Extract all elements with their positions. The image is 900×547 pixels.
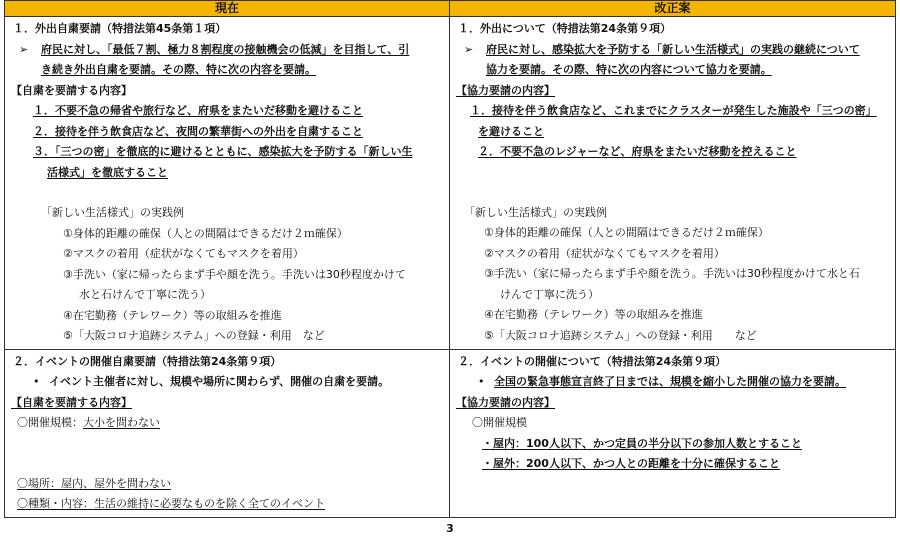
- section-1-current: [5, 17, 450, 350]
- bullet-text-cont: き続き外出自粛を要請。その際、特に次の内容を要請。: [41, 63, 316, 76]
- bullet-line: [11, 372, 443, 393]
- event-scale: 〇開催規模：大小を問わない: [17, 416, 160, 429]
- bullet-text: 府民に対し、感染拡大を予防する「新しい生活様式」の実践の継続について: [486, 42, 860, 56]
- request-item-1: １．不要不急の帰省や旅行など、府県をまたいだ移動を避けること: [33, 104, 363, 117]
- spacer: [456, 183, 889, 203]
- request-item-1-cont: を避けること: [478, 124, 544, 138]
- section-1-revised: [450, 17, 896, 350]
- example-title: 「新しい生活様式」の実践例: [41, 206, 184, 219]
- request-item-1: １．接待を伴う飲食店など、これまでにクラスターが発生した施設や「三つの密」: [470, 104, 877, 117]
- bullet-line: [11, 40, 443, 61]
- example-5: ⑤「大阪コロナ追跡システム」への登録・利用 など: [484, 328, 757, 342]
- example-3: ③手洗い（家に帰ったらまず手や顔を洗う。手洗いは30秒程度かけて水と石: [484, 267, 860, 280]
- bullet-line: [456, 372, 889, 393]
- header-current: 現在: [5, 1, 450, 17]
- spacer: [456, 163, 889, 183]
- section-title: ２．イベントの開催自粛要請（特措法第24条第９項）: [13, 354, 282, 368]
- arrow-bullet-icon: ➢: [19, 42, 29, 56]
- request-item-2: ２．不要不急のレジャーなど、府県をまたいだ移動を控えること: [478, 145, 797, 158]
- box-label: 【協力要請の内容】: [456, 395, 555, 409]
- example-3-cont: 水と石けんで丁寧に洗う）: [79, 288, 211, 301]
- page-number: 3: [446, 522, 454, 535]
- request-item-3: ３．「三つの密」を徹底的に避けるとともに、感染拡大を予防する「新しい生: [33, 145, 413, 158]
- box-label: 【自粛を要請する内容】: [11, 395, 132, 409]
- bullet-text-cont: 協力を要請。その際、特に次の内容について協力を要請。: [486, 63, 772, 76]
- example-3-cont: けんで丁寧に洗う）: [500, 287, 599, 301]
- event-outdoor: ・屋外：200人以下、かつ人との距離を十分に確保すること: [482, 457, 780, 470]
- spacer: [11, 454, 443, 474]
- event-kind: 〇種類・内容：生活の維持に必要なものを除く全てのイベント: [17, 497, 325, 510]
- event-scale: 〇開催規模: [472, 416, 527, 429]
- section-2-revised: [450, 349, 896, 517]
- bullet-text: 府民に対し、「最低７割、極力８割程度の接触機会の低減」を目指して、引: [41, 42, 410, 56]
- event-indoor: ・屋内：100人以下、かつ定員の半分以下の参加人数とすること: [482, 436, 802, 450]
- bullet-line: [456, 40, 889, 61]
- bullet-text: イベント主催者に対し、規模や場所に関わらず、開催の自粛を要請。: [49, 375, 390, 388]
- arrow-bullet-icon: ➢: [464, 42, 474, 56]
- section-title: ２．イベントの開催について（特措法第24条第９項）: [458, 354, 727, 368]
- event-place: 〇場所：屋内、屋外を問わない: [17, 476, 171, 490]
- example-4: ④在宅勤務（テレワーク）等の取組みを推進: [484, 308, 703, 321]
- example-1: ①身体的距離の確保（人との間隔はできるだけ２ｍ確保）: [484, 226, 769, 239]
- box-label: 【協力要請の内容】: [456, 83, 555, 97]
- spacer: [11, 434, 443, 454]
- example-4: ④在宅勤務（テレワーク）等の取組みを推進: [63, 308, 282, 322]
- example-2: ②マスクの着用（症状がなくてもマスクを着用）: [63, 247, 304, 260]
- example-2: ②マスクの着用（症状がなくてもマスクを着用）: [484, 246, 725, 260]
- example-1: ①身体的距離の確保（人との間隔はできるだけ２ｍ確保）: [63, 226, 348, 240]
- example-title: 「新しい生活様式」の実践例: [464, 205, 607, 219]
- section-2-current: [5, 349, 450, 517]
- header-row: [5, 1, 896, 17]
- section-title: １．外出自粛要請（特措法第45条第１項）: [13, 22, 227, 35]
- dot-bullet-icon: •: [478, 375, 485, 388]
- example-3: ③手洗い（家に帰ったらまず手や顔を洗う。手洗いは30秒程度かけて: [63, 267, 406, 281]
- comparison-table: [4, 0, 896, 518]
- request-item-2: ２．接待を伴う飲食店など、夜間の繁華街への外出を自粛すること: [33, 124, 363, 138]
- bullet-text: 全国の緊急事態宣言終了日までは、規模を縮小した開催の協力を要請。: [494, 375, 846, 388]
- dot-bullet-icon: •: [33, 375, 40, 388]
- section-2-row: [5, 349, 896, 517]
- section-1-row: [5, 17, 896, 350]
- box-label: 【自粛を要請する内容】: [11, 83, 132, 97]
- spacer: [11, 183, 443, 203]
- example-5: ⑤「大阪コロナ追跡システム」への登録・利用 など: [63, 329, 325, 342]
- section-title: １．外出について（特措法第24条第９項）: [458, 22, 672, 35]
- header-revised: 改正案: [450, 1, 896, 17]
- request-item-3-cont: 活様式」を徹底すること: [47, 165, 168, 179]
